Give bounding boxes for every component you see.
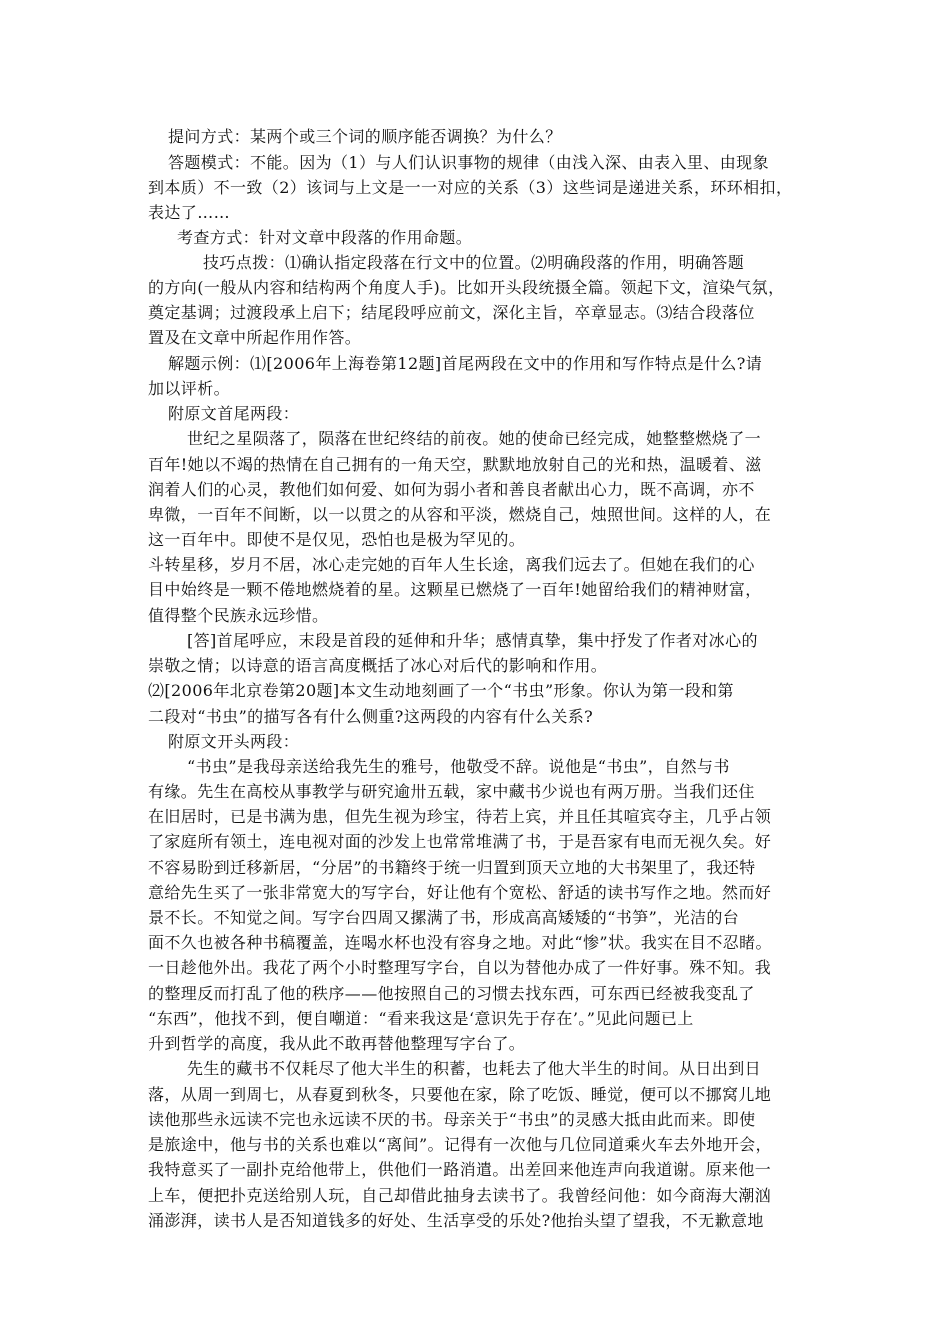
text-line: 落，从周一到周七，从春夏到秋冬，只要他在家，除了吃饭、睡觉，便可以不挪窝儿地 xyxy=(148,1085,772,1104)
text-line: 技巧点拨：⑴确认指定段落在行文中的位置。⑵明确段落的作用，明确答题 xyxy=(203,253,745,272)
text-line: 目中始终是一颗不倦地燃烧着的星。这颗星已燃烧了一百年!她留给我们的精神财富， xyxy=(148,580,762,599)
text-line: 涌澎湃，读书人是否知道钱多的好处、生活享受的乐处?他抬头望了望我，不无歉意地 xyxy=(148,1211,764,1230)
text-line: 世纪之星陨落了，陨落在世纪终结的前夜。她的使命已经完成，她整整燃烧了一 xyxy=(187,429,762,448)
text-line: 表达了…… xyxy=(148,203,231,222)
text-line: ⑵[2006年北京卷第20题]本文生动地刻画了一个“书虫”形象。你认为第一段和第 xyxy=(148,681,734,700)
text-line: 斗转星移，岁月不居，冰心走完她的百年人生长途，离我们远去了。但她在我们的心 xyxy=(148,555,755,574)
text-line: 读他那些永远读不完也永远读不厌的书。母亲关于“书虫”的灵感大抵由此而来。即使 xyxy=(148,1110,756,1129)
text-line: 崇敬之情；以诗意的语言高度概括了冰心对后代的影响和作用。 xyxy=(148,656,608,675)
text-line: 不容易盼到迁移新居，“分居”的书籍终于统一归置到顶天立地的大书架里了，我还特 xyxy=(148,858,756,877)
text-line: 二段对“书虫”的描写各有什么侧重?这两段的内容有什么关系? xyxy=(148,707,594,726)
text-line: 升到哲学的高度，我从此不敢再替他整理写字台了。 xyxy=(148,1034,526,1053)
text-line: 解题示例：⑴[2006年上海卷第12题]首尾两段在文中的作用和写作特点是什么?请 xyxy=(168,354,763,373)
text-line: 先生的藏书不仅耗尽了他大半生的积蓄，也耗去了他大半生的时间。从日出到日 xyxy=(187,1059,762,1078)
text-line: 上车，便把扑克送给别人玩，自己却借此抽身去读书了。我曾经问他：如今商海大潮汹 xyxy=(148,1186,772,1205)
text-line: 的方向(一般从内容和结构两个角度人手)。比如开头段统摄全篇。领起下文，渲染气氛， xyxy=(148,278,785,297)
text-line: 附原文开头两段： xyxy=(168,732,300,751)
text-line: 百年!她以不竭的热情在自己拥有的一角天空，默默地放射自己的光和热，温暖着、滋 xyxy=(148,455,762,474)
text-line: 置及在文章中所起作用作答。 xyxy=(148,328,362,347)
text-line: 考查方式：针对文章中段落的作用命题。 xyxy=(177,228,473,247)
text-line: 这一百年中。即使不是仅见，恐怕也是极为罕见的。 xyxy=(148,530,526,549)
text-line: [答]首尾呼应，末段是首段的延伸和升华；感情真挚，集中抒发了作者对冰心的 xyxy=(187,631,758,650)
text-line: 到本质）不一致（2）该词与上文是一一对应的关系（3）这些词是递进关系，环环相扣， xyxy=(148,178,793,197)
text-line: 奠定基调；过渡段承上启下；结尾段呼应前文，深化主旨，卒章显志。⑶结合段落位 xyxy=(148,303,755,322)
text-line: 有缘。先生在高校从事教学与研究逾卅五载，家中藏书少说也有两万册。当我们还住 xyxy=(148,782,755,801)
text-line: 加以评析。 xyxy=(148,379,231,398)
text-line: 面不久也被各种书稿覆盖，连喝水杯也没有容身之地。对此“惨”状。我实在目不忍睹。 xyxy=(148,933,772,952)
text-line: 提问方式：某两个或三个词的顺序能否调换？为什么？ xyxy=(168,127,562,146)
text-line: “书虫”是我母亲送给我先生的雅号，他敬受不辞。说他是“书虫”，自然与书 xyxy=(187,757,730,776)
text-line: 值得整个民族永远珍惜。 xyxy=(148,606,329,625)
text-line: 卑微，一百年不间断，以一以贯之的从容和平淡，燃烧自己，烛照世间。这样的人，在 xyxy=(148,505,772,524)
text-line: 了家庭所有领土，连电视对面的沙发上也常常堆满了书，于是吾家有电而无视久矣。好 xyxy=(148,832,772,851)
text-line: “东西”，他找不到，便自嘲道：“看来我这是‘意识先于存在’。”见此问题已上 xyxy=(148,1009,694,1028)
text-line: 润着人们的心灵，教他们如何爱、如何为弱小者和善良者献出心力，既不高调，亦不 xyxy=(148,480,755,499)
text-line: 附原文首尾两段： xyxy=(168,404,300,423)
text-line: 的整理反而打乱了他的秩序——他按照自己的习惯去找东西，可东西已经被我变乱了 xyxy=(148,984,755,1003)
text-line: 景不长。不知觉之间。写字台四周又摞满了书，形成高高矮矮的“书笋”，光洁的台 xyxy=(148,908,740,927)
text-line: 意给先生买了一张非常宽大的写字台，好让他有个宽松、舒适的读书写作之地。然而好 xyxy=(148,883,772,902)
text-line: 在旧居时，已是书满为患，但先生视为珍宝，待若上宾，并且任其喧宾夺主，几乎占领 xyxy=(148,807,772,826)
text-line: 答题模式：不能。因为（1）与人们认识事物的规律（由浅入深、由表入里、由现象 xyxy=(168,153,769,172)
text-line: 是旅途中，他与书的关系也难以“离间”。记得有一次他与几位同道乘火车去外地开会， xyxy=(148,1135,772,1154)
text-line: 一日趁他外出。我花了两个小时整理写字台，自以为替他办成了一件好事。殊不知。我 xyxy=(148,958,772,977)
text-line: 我特意买了一副扑克给他带上，供他们一路消遣。出差回来他连声向我道谢。原来他一 xyxy=(148,1160,772,1179)
